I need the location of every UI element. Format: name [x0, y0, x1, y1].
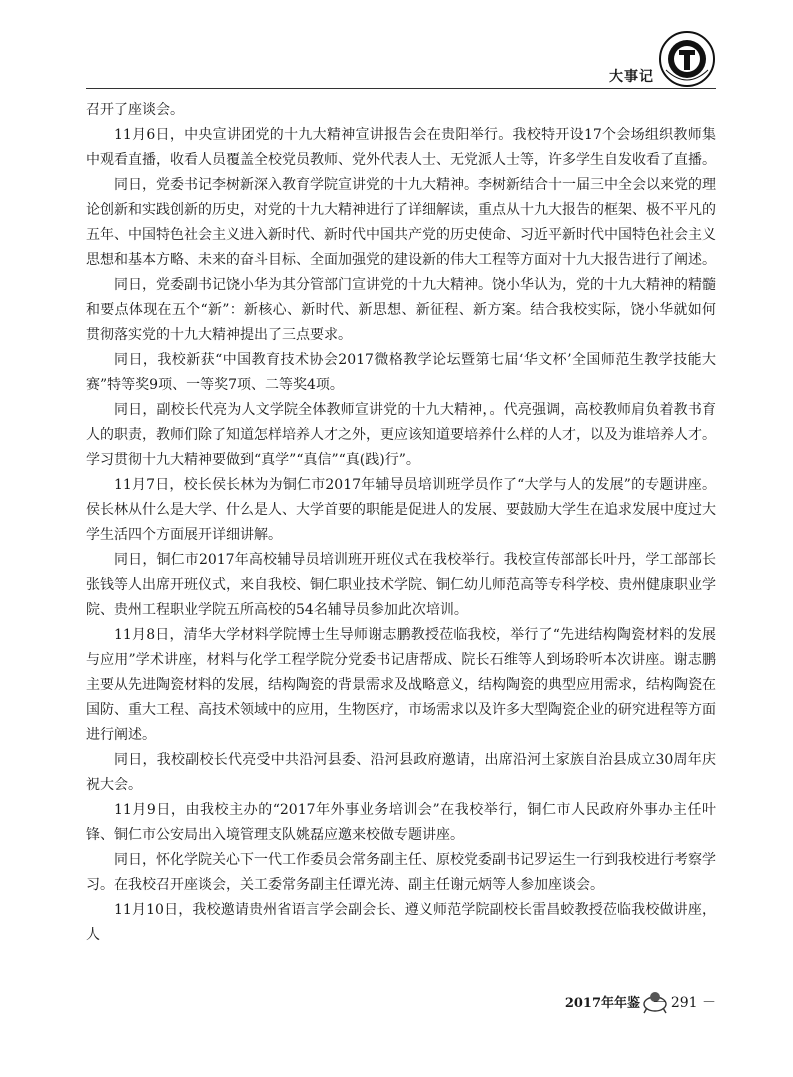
header-rule	[86, 88, 716, 89]
paragraph: 同日，党委副书记饶小华为其分管部门宣讲党的十九大精神。饶小华认为，党的十九大精神的精髓和要点体现在五个“新”：新核心、新时代、新思想、新征程、新方案。结合我校实际，饶小华就如何贯彻落实党的十九大精神提出了三点要求。	[86, 277, 716, 343]
paragraph: 11月10日，我校邀请贵州省语言学会副会长、遵义师范学院副校长雷昌蛟教授莅临我校做讲座，人	[86, 902, 716, 943]
paragraph: 同日，怀化学院关心下一代工作委员会常务副主任、原校党委副书记罗运生一行到我校进行考察学习。在我校召开座谈会，关工委常务副主任谭光涛、副主任谢元炳等人参加座谈会。	[86, 852, 716, 893]
university-logo-icon	[658, 30, 716, 88]
paragraph: 同日，我校副校长代亮受中共沿河县委、沿河县政府邀请，出席沿河土家族自治县成立30周年庆祝大会。	[86, 752, 716, 793]
paragraph: 同日，副校长代亮为人文学院全体教师宣讲党的十九大精神，。代亮强调，高校教师肩负着教书育人的职责，教师们除了知道怎样培养人才之外，更应该知道要培养什么样的人才，以及为谁培养人才。学习贯彻十九大精神要做到“真学”“真信”“真(践)行”。	[86, 402, 716, 468]
page-header	[86, 30, 716, 90]
section-title: 大事记	[609, 69, 654, 85]
paragraph: 11月7日，校长侯长林为为铜仁市2017年辅导员培训班学员作了“大学与人的发展”的专题讲座。侯长林从什么是大学、什么是人、大学首要的职能是促进人的发展、要鼓励大学生在追求发展中度过大学生活四个方面展开详细讲解。	[86, 477, 716, 543]
page-footer	[86, 988, 716, 1018]
paragraph: 11月6日，中央宣讲团党的十九大精神宣讲报告会在贵阳举行。我校特开设17个会场组织教师集中观看直播，收看人员覆盖全校党员教师、党外代表人士、无党派人士等，许多学生自发收看了直播。	[86, 127, 716, 168]
page-number: － 291 －	[652, 995, 716, 1011]
paragraph: 11月9日，由我校主办的“2017年外事业务培训会”在我校举行，铜仁市人民政府外事办主任叶锋、铜仁市公安局出入境管理支队姚磊应邀来校做专题讲座。	[86, 802, 716, 843]
paragraph: 同日，我校新获“中国教育技术协会2017微格教学论坛暨第七届‘华文杯’全国师范生教学技能大赛”特等奖9项、一等奖7项、二等奖4项。	[86, 352, 716, 393]
paragraph: 同日，党委书记李树新深入教育学院宣讲党的十九大精神。李树新结合十一届三中全会以来党的理论创新和实践创新的历史，对党的十九大精神进行了详细解读，重点从十九大报告的框架、极不平凡的五年、中国特色社会主义进入新时代、新时代中国共产党的历史使命、习近平新时代中国特色社会主义思想和基本方略、未来的奋斗目标、全面加强党的建设新的伟大工程等方面对十九大报告进行了阐述。	[86, 177, 716, 268]
paragraph: 同日，铜仁市2017年高校辅导员培训班开班仪式在我校举行。我校宣传部部长叶丹，学工部部长张钱等人出席开班仪式，来自我校、铜仁职业技术学院、铜仁幼儿师范高等专科学校、贵州健康职业学院、贵州工程职业学院五所高校的54名辅导员参加此次培训。	[86, 552, 716, 618]
paragraph: 11月8日，清华大学材料学院博士生导师谢志鹏教授莅临我校，举行了“先进结构陶瓷材料的发展与应用”学术讲座，材料与化学工程学院分党委书记唐帮成、院长石维等人到场聆听本次讲座。谢志鹏主要从先进陶瓷材料的发展，结构陶瓷的背景需求及战略意义，结构陶瓷的典型应用需求，结构陶瓷在国防、重大工程、高技术领域中的应用，生物医疗，市场需求以及许多大型陶瓷企业的研究进程等方面进行阐述。	[86, 627, 716, 743]
yearbook-title: 2017年年鉴	[564, 996, 640, 1011]
article-body	[86, 98, 716, 948]
paragraph: 召开了座谈会。	[86, 102, 184, 118]
